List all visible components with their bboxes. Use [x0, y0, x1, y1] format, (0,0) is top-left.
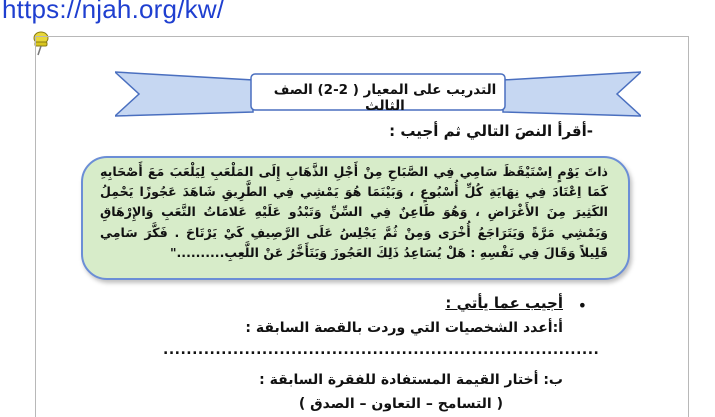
- worksheet-title: التدريب على المعيار ( 2-2) الصف الثالث: [273, 82, 497, 114]
- answer-choices: ( التسامح – التعاون – الصدق ): [298, 396, 503, 412]
- questions-heading: أجيب عما يأتي :: [445, 294, 563, 312]
- answer-line: ...........................................................................: [163, 342, 600, 358]
- question-a: أ:أعدد الشخصيات التي وردت بالقصة السابقة :: [245, 320, 563, 336]
- question-b: ب: أختار القيمة المستفادة للفقرة السابقة :: [259, 372, 563, 388]
- bullet-point: •: [577, 296, 587, 315]
- passage-text: ذاتَ يَوْمٍ اِسْتَيْقَظَ سَامِي فِي الصَّبَاحِ مِنْ أَجْلِ الذَّهَابِ إِلَى المَلْعَبِ لِيَلْعَبَ مَعَ أَصْحَابِهِ كَمَا اِعْتَادَ فِي نِهَايَةِ كُلِّ أُسْبُوعٍ ، وَبَيْنَمَا هُوَ يَمْشِي فِي الطَّرِيقِ شَاهَدَ عَجُوزًا يَحْمِلُ الكَثِيرَ مِنَ الأَغْرَاضِ ، وَهُوَ طَاعِنٌ فِي السِّنِّ وَتَبْدُو عَلَيْهِ عَلامَاتُ التَّعَبِ وَالإِرْهَاقِ وَيَمْشِي مَرَّةً وَيَتَرَاجَعُ أُخْرَى وَمِنْ ثُمَّ يَجْلِسُ عَلَى الرَّصِيفِ كَيْ يَرْتَاحَ . فَكَّرَ سَامِي قَلِيلاً وَقَالَ فِي نَفْسِهِ : هَلْ يُسَاعِدُ ذَلِكَ العَجُوزَ وَيَتَأَخَّرُ عَنْ اللَّعِبِ..........": [100, 164, 608, 260]
- source-url[interactable]: https://njah.org/kw/: [2, 0, 225, 24]
- reading-instruction: -أقرأ النصَ التالي ثم أجيب :: [389, 122, 593, 140]
